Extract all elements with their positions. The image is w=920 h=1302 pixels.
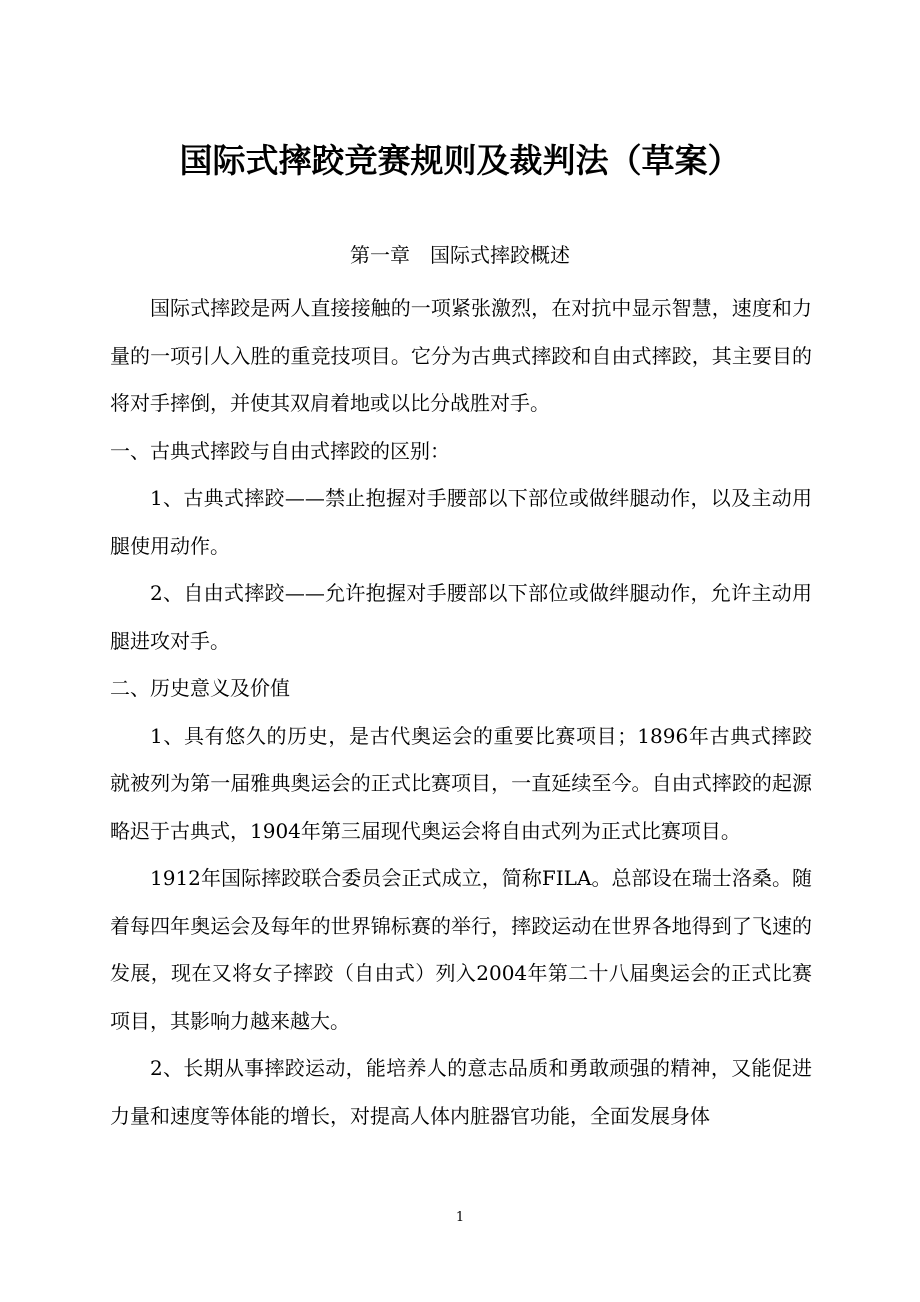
section-heading-history: 二、历史意义及价值 <box>110 676 290 700</box>
document-body <box>110 285 812 1140</box>
paragraph-intro: 国际式摔跤是两人直接接触的一项紧张激烈，在对抗中显示智慧，速度和力量的一项引人入胜的重竞技项目。它分为古典式摔跤和自由式摔跤，其主要目的将对手摔倒，并使其双肩着地或以比分战胜对手。 <box>110 296 812 415</box>
paragraph-greco-roman: 1、古典式摔跤——禁止抱握对手腰部以下部位或做绊腿动作，以及主动用腿使用动作。 <box>110 486 812 558</box>
chapter-heading: 第一章 国际式摔跤概述 <box>350 243 570 267</box>
document-title: 国际式摔跤竞赛规则及裁判法（草案） <box>179 141 741 180</box>
paragraph-freestyle: 2、自由式摔跤——允许抱握对手腰部以下部位或做绊腿动作，允许主动用腿进攻对手。 <box>110 581 812 653</box>
section-heading-differences: 一、古典式摔跤与自由式摔跤的区别： <box>110 438 450 463</box>
paragraph-fila: 1912年国际摔跤联合委员会正式成立，简称FILA。总部设在瑞士洛桑。随着每四年奥运会及每年的世界锦标赛的举行，摔跤运动在世界各地得到了飞速的发展，现在又将女子摔跤（自由式）列入2004年第二十八届奥运会的正式比赛项目，其影响力越来越大。 <box>110 866 812 1033</box>
paragraph-value-2: 2、长期从事摔跤运动，能培养人的意志品质和勇敢顽强的精神，又能促进力量和速度等体能的增长，对提高人体内脏器官功能，全面发展身体 <box>110 1056 812 1128</box>
paragraph-history-1: 1、具有悠久的历史，是古代奥运会的重要比赛项目；1896年古典式摔跤就被列为第一届雅典奥运会的正式比赛项目，一直延续至今。自由式摔跤的起源略迟于古典式，1904年第三届现代奥运会将自由式列为正式比赛项目。 <box>110 723 812 843</box>
page-number: 1 <box>455 1210 465 1225</box>
